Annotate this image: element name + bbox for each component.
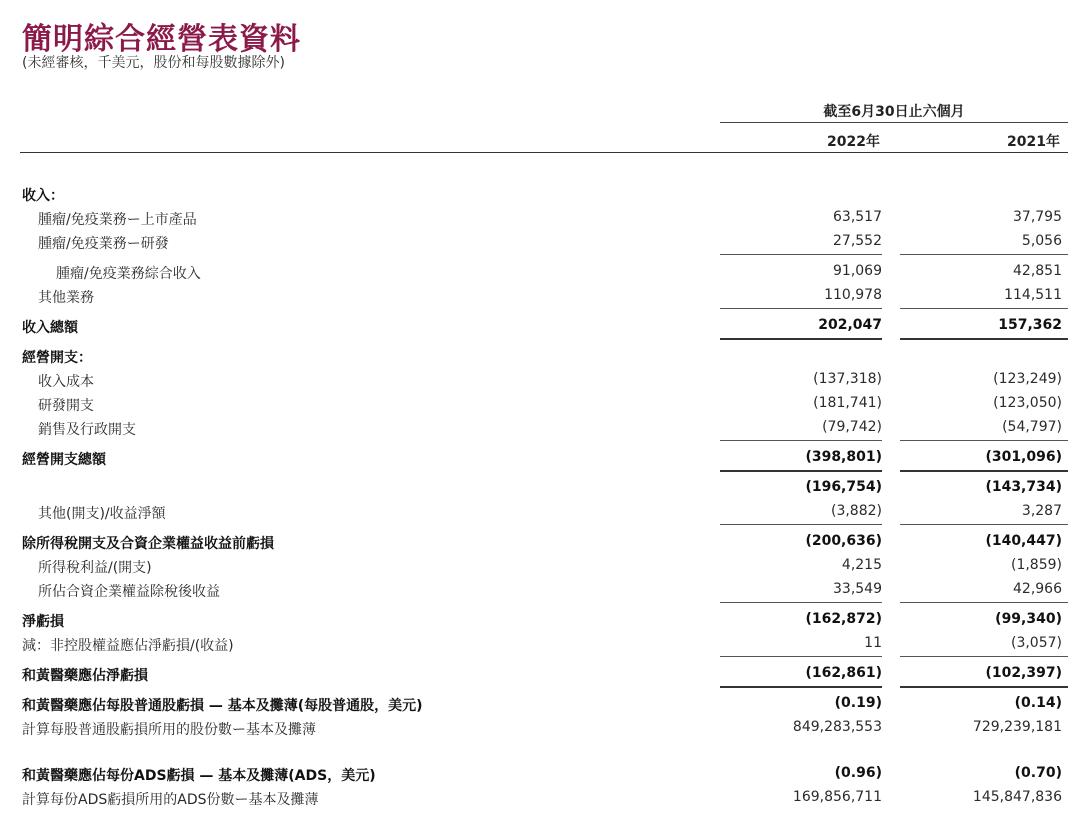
subtotal-rule (900, 656, 1068, 657)
value-2021: (140,447) (985, 533, 1062, 549)
row-label: 所佔合資企業權益除稅後收益 (38, 584, 220, 600)
value-2021: (0.14) (1014, 695, 1062, 711)
table-row (0, 230, 1080, 254)
table-row (0, 260, 1080, 284)
table-row (0, 446, 1080, 470)
table-row (0, 662, 1080, 686)
table-row (0, 608, 1080, 632)
table-row (0, 716, 1080, 740)
row-label: 收入總額 (22, 320, 78, 336)
subtotal-rule (720, 308, 882, 309)
row-label: 所得稅利益/(開支) (38, 560, 152, 576)
row-label: 和黃醫藥應佔每份ADS虧損 — 基本及攤薄(ADS，美元) (22, 768, 376, 784)
row-label: 淨虧損 (22, 614, 64, 630)
table-row (0, 314, 1080, 338)
subtotal-rule (900, 686, 1068, 688)
table-row (0, 500, 1080, 524)
row-label: 和黃醫藥應佔每股普通股虧損 — 基本及攤薄(每股普通股，美元) (22, 698, 423, 714)
value-2021: (0.70) (1014, 765, 1062, 781)
row-label: 收入成本 (38, 374, 94, 390)
value-2021: 42,966 (1013, 581, 1062, 597)
value-2022: (398,801) (805, 449, 882, 465)
row-label: 腫瘤/免疫業務ー研發 (38, 236, 169, 252)
subtotal-rule (720, 338, 882, 340)
subtotal-rule (900, 308, 1068, 309)
row-label: 經營開支總額 (22, 452, 106, 468)
table-row (0, 578, 1080, 602)
value-2022: 11 (864, 635, 882, 651)
value-2022: (79,742) (822, 419, 882, 435)
row-label: 計算每份ADS虧損所用的ADS份數ー基本及攤薄 (22, 792, 319, 808)
page-subtitle: (未經審核，千美元，股份和每股數據除外) (22, 55, 285, 71)
table-row (0, 416, 1080, 440)
subtotal-rule (720, 602, 882, 603)
value-2022: (196,754) (805, 479, 882, 495)
row-label: 其他(開支)/收益淨額 (38, 506, 166, 522)
value-2022: 33,549 (833, 581, 882, 597)
row-label: 腫瘤/免疫業務綜合收入 (56, 266, 201, 282)
value-2021: 114,511 (1004, 287, 1062, 303)
table-row (0, 344, 1080, 368)
subtotal-rule (720, 470, 882, 472)
table-row (0, 206, 1080, 230)
table-row (0, 632, 1080, 656)
value-2022: 4,215 (841, 557, 882, 573)
table-row (0, 368, 1080, 392)
value-2022: (162,861) (805, 665, 882, 681)
table-row (0, 692, 1080, 716)
subtotal-rule (900, 524, 1068, 525)
row-label: 減：非控股權益應佔淨虧損/(收益) (22, 638, 234, 654)
value-2022: 110,978 (824, 287, 882, 303)
value-2021: (143,734) (985, 479, 1062, 495)
subtotal-rule (720, 686, 882, 688)
subtotal-rule (900, 338, 1068, 340)
value-2021: (54,797) (1002, 419, 1062, 435)
subtotal-rule (720, 524, 882, 525)
table-row (0, 554, 1080, 578)
period-header: 截至6月30日止六個月 (823, 104, 965, 120)
table-row (0, 786, 1080, 810)
value-2022: (181,741) (813, 395, 882, 411)
value-2022: 63,517 (833, 209, 882, 225)
value-2022: (3,882) (830, 503, 882, 519)
row-label: 其他業務 (38, 290, 94, 306)
value-2021: 37,795 (1013, 209, 1062, 225)
subtotal-rule (720, 440, 882, 441)
row-label: 經營開支： (22, 350, 92, 366)
table-row (0, 182, 1080, 206)
row-label: 研發開支 (38, 398, 94, 414)
row-label: 和黃醫藥應佔淨虧損 (22, 668, 148, 684)
value-2021: 729,239,181 (972, 719, 1062, 735)
year-2021-header: 2021年 (1007, 134, 1060, 150)
subtotal-rule (900, 254, 1068, 255)
value-2021: (99,340) (995, 611, 1062, 627)
value-2021: 5,056 (1021, 233, 1062, 249)
value-2021: (102,397) (985, 665, 1062, 681)
value-2021: 3,287 (1021, 503, 1062, 519)
table-row (0, 284, 1080, 308)
value-2021: 145,847,836 (972, 789, 1062, 805)
row-label: 計算每股普通股虧損所用的股份數ー基本及攤薄 (22, 722, 316, 738)
value-2021: (301,096) (985, 449, 1062, 465)
value-2022: (200,636) (805, 533, 882, 549)
value-2022: (0.96) (834, 765, 882, 781)
page-title: 簡明綜合經營表資料 (22, 22, 301, 57)
subtotal-rule (720, 254, 882, 255)
value-2021: 42,851 (1013, 263, 1062, 279)
value-2022: (0.19) (834, 695, 882, 711)
row-label: 銷售及行政開支 (38, 422, 136, 438)
value-2021: (1,859) (1010, 557, 1062, 573)
row-label: 腫瘤/免疫業務ー上市產品 (38, 212, 197, 228)
value-2021: (123,050) (993, 395, 1062, 411)
value-2022: (137,318) (813, 371, 882, 387)
row-label: 除所得稅開支及合資企業權益收益前虧損 (22, 536, 274, 552)
value-2022: 202,047 (818, 317, 882, 333)
table-row (0, 762, 1080, 786)
subtotal-rule (900, 602, 1068, 603)
value-2021: (3,057) (1010, 635, 1062, 651)
subtotal-rule (900, 470, 1068, 472)
value-2022: 91,069 (833, 263, 882, 279)
year-2022-header: 2022年 (827, 134, 880, 150)
value-2022: 849,283,553 (792, 719, 882, 735)
value-2022: (162,872) (805, 611, 882, 627)
value-2021: (123,249) (993, 371, 1062, 387)
table-row (0, 392, 1080, 416)
value-2022: 169,856,711 (792, 789, 882, 805)
table-row (0, 476, 1080, 500)
table-row (0, 530, 1080, 554)
value-2022: 27,552 (833, 233, 882, 249)
row-label: 收入： (22, 188, 64, 204)
subtotal-rule (900, 440, 1068, 441)
subtotal-rule (720, 656, 882, 657)
value-2021: 157,362 (998, 317, 1062, 333)
